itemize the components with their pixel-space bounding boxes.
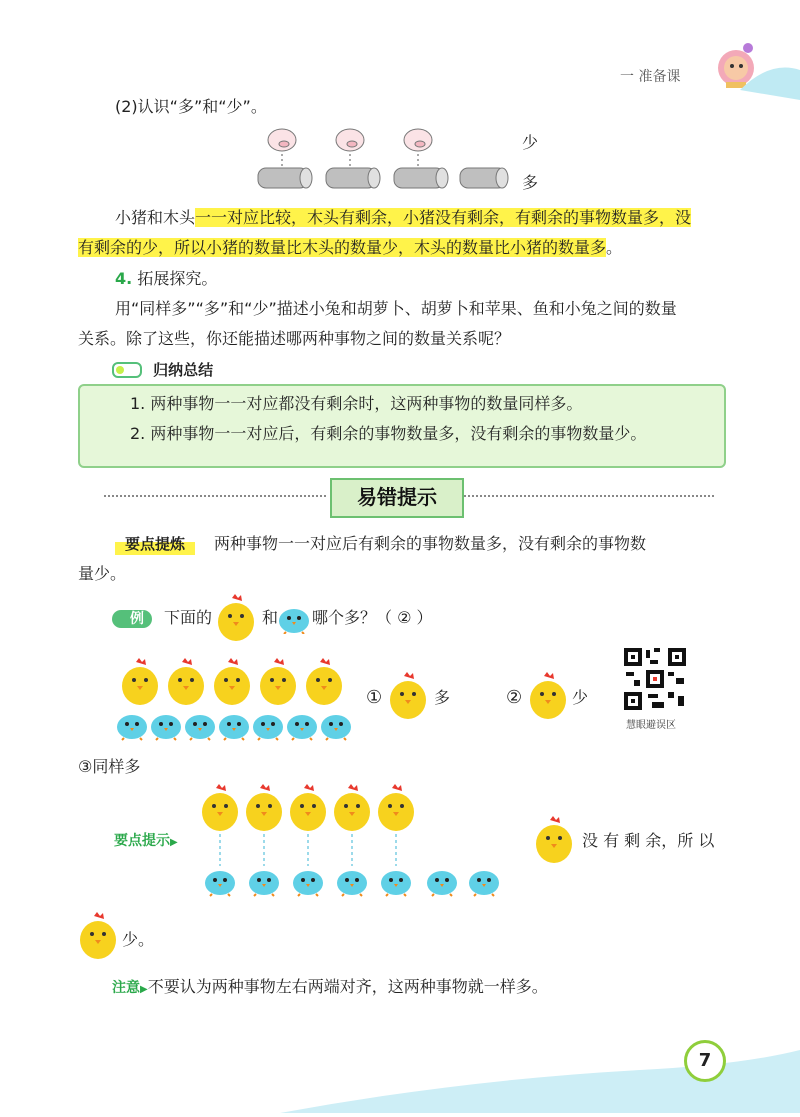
bird-icon <box>337 871 367 896</box>
hint-text-end: 少。 <box>122 930 155 949</box>
part2-paragraph-line1 <box>115 203 691 233</box>
option-2-word: 少 <box>572 688 589 707</box>
part2-title: (2)认识“多”和“少”。 <box>115 97 267 116</box>
chick-icon <box>534 816 574 868</box>
example-badge <box>112 608 152 628</box>
bird-icon <box>287 715 317 740</box>
option-3: ③同样多 <box>78 757 141 776</box>
bird-row-top <box>116 710 356 746</box>
chick-icon <box>528 672 568 724</box>
label-less: 少 <box>522 133 539 152</box>
bird-icon <box>249 871 279 896</box>
bird-icon <box>219 715 249 740</box>
banner-title: 易错提示 <box>330 478 464 518</box>
option-1-word: 多 <box>434 688 451 707</box>
label-more: 多 <box>522 173 539 192</box>
para-highlight-1: 一一对应比较，木头有剩余，小猪没有剩余，有剩余的事物数量多，没 <box>195 208 692 227</box>
example-question-c: 哪个多？（ ② ） <box>312 608 433 627</box>
bird-icon <box>321 715 351 740</box>
note-row <box>112 975 548 1002</box>
note-label: 注意 <box>112 980 140 996</box>
arrow-right-icon: ▶ <box>170 837 178 848</box>
summary-heading: 归纳总结 <box>153 361 214 379</box>
part4-number: 4. <box>115 269 133 288</box>
bird-icon <box>117 715 147 740</box>
bird-icon <box>253 715 283 740</box>
arrow-right-icon: ▶ <box>140 984 148 995</box>
bird-icon <box>293 871 323 896</box>
note-text: 不要认为两种事物左右两端对齐，这两种事物就一样多。 <box>147 977 548 996</box>
page-number: 7 <box>684 1040 726 1082</box>
qr-code-icon <box>622 646 688 712</box>
chick-icon <box>202 784 238 831</box>
pig-log-figure <box>250 124 510 196</box>
part4-line1: 用“同样多”“多”和“少”描述小兔和胡萝卜、胡萝卜和苹果、鱼和小兔之间的数量 <box>115 299 677 318</box>
hint-label <box>114 830 178 850</box>
log-icon <box>394 168 448 188</box>
chick-icon <box>290 784 326 831</box>
bird-icon <box>151 715 181 740</box>
log-icon <box>460 168 508 188</box>
example-question-b: 和 <box>262 608 279 627</box>
part4-line2: 关系。除了这些，你还能描述哪两种事物之间的数量关系呢？ <box>78 329 511 348</box>
bird-icon <box>469 871 499 896</box>
chick-icon <box>122 658 158 705</box>
chick-icon <box>334 784 370 831</box>
part2-paragraph-line2 <box>78 233 622 263</box>
pig-icon <box>336 129 364 151</box>
para-highlight-2: 有剩余的少，所以小猪的数量比木头的数量少，木头的数量比小猪的数量多 <box>78 238 607 257</box>
pig-icon <box>268 129 296 151</box>
chick-icon <box>216 594 256 646</box>
chick-icon <box>214 658 250 705</box>
chick-icon <box>78 912 118 964</box>
bird-icon <box>278 604 310 638</box>
para-prefix: 小猪和木头 <box>115 208 196 227</box>
toggle-icon <box>112 362 142 378</box>
part4-heading <box>115 264 217 294</box>
bird-icon <box>185 715 215 740</box>
chick-row-top <box>120 656 350 712</box>
summary-item-1: 1. 两种事物一一对应都没有剩余时，这两种事物的数量同样多。 <box>130 394 583 413</box>
log-icon <box>258 168 312 188</box>
divider-left <box>104 495 326 497</box>
corner-decoration <box>740 60 800 100</box>
part4-title: 拓展探究。 <box>137 269 218 288</box>
keypoint-line2: 量少。 <box>78 564 127 583</box>
chick-icon <box>388 672 428 724</box>
example-question-a: 下面的 <box>164 608 213 627</box>
bird-icon <box>205 871 235 896</box>
option-2-mark: ② <box>506 687 523 708</box>
log-icon <box>326 168 380 188</box>
chick-icon <box>246 784 282 831</box>
hint-text-right: 没 有 剩 余，所 以 <box>582 831 715 850</box>
summary-heading-row <box>112 359 213 380</box>
example-badge-label: 例 <box>112 610 152 628</box>
bird-icon <box>381 871 411 896</box>
option-1-mark: ① <box>366 687 383 708</box>
header-section: 一 准备课 <box>620 69 681 85</box>
para-end: 。 <box>606 238 623 257</box>
keypoint-label: 要点提炼 <box>115 533 195 555</box>
pig-icon <box>404 129 432 151</box>
divider-right <box>464 495 714 497</box>
chick-icon <box>306 658 342 705</box>
chick-icon <box>168 658 204 705</box>
chick-icon <box>378 784 414 831</box>
qr-caption: 慧眼避误区 <box>626 720 676 731</box>
hint-figure <box>198 782 508 906</box>
bird-icon <box>427 871 457 896</box>
chick-icon <box>260 658 296 705</box>
hint-label-text: 要点提示 <box>114 833 170 849</box>
summary-item-2: 2. 两种事物一一对应后，有剩余的事物数量多，没有剩余的事物数量少。 <box>130 424 647 443</box>
keypoint-line1: 两种事物一一对应后有剩余的事物数量多，没有剩余的事物数 <box>214 534 647 553</box>
